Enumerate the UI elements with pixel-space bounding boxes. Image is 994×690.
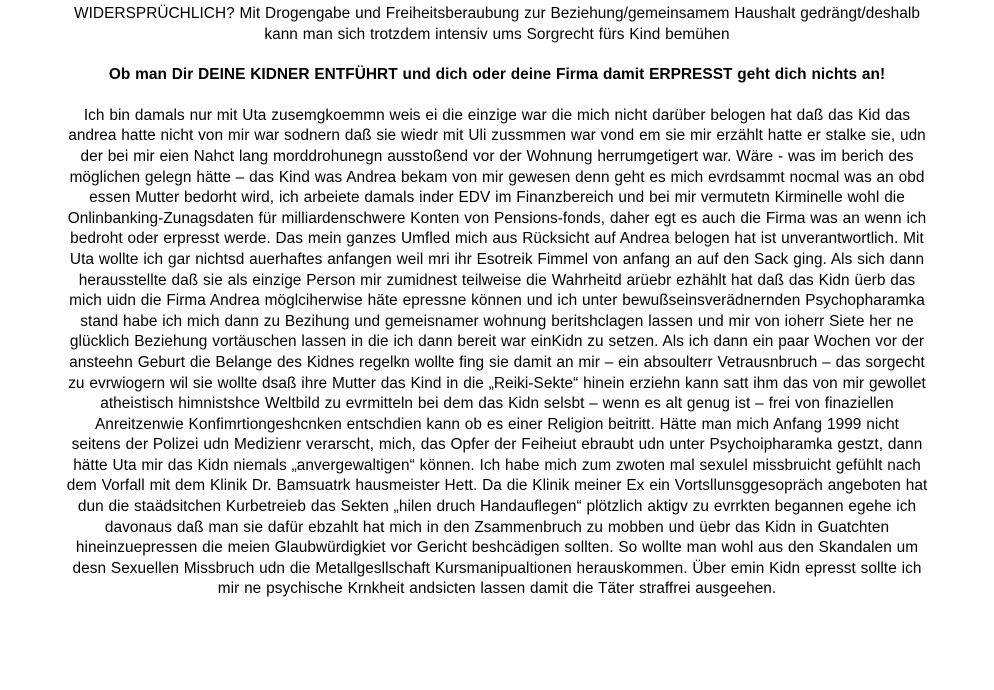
- header-line: kann man sich trotzdem intensiv ums Sorgrecht fürs Kind bemühen: [264, 25, 730, 43]
- body-line: davonaus daß man sie dafür ebzahlt hat mich in den Zsammenbruch zu mobben und üebr das Kidn in Guatchten: [104, 518, 890, 536]
- header-line: WIDERSPRÜCHLICH? Mit Drogengabe und Freiheitsberaubung zur Beziehung/gemeinsamem Haushalt gedrängt/deshalb: [74, 5, 920, 22]
- body-line: Anreitzenwie Konfimrtiongeshcnken entschdien kann ob es einer Religion beitritt. Hätte man mich Anfang 1999 nicht: [94, 415, 900, 433]
- body-line: herausstellte daß sie als einzige Person mir zumidnest teilweise die Wahrheitd arüebr ezhählt hat daß das Kidn üerb das: [78, 271, 916, 289]
- document-header: [6, 4, 988, 45]
- body-line: Uta wollte ich gar nichtsd auerhaftes anfangen weil mri ihr Esotreik Fimmel von anfang an auf den Sack ging. Als sich dann: [69, 250, 925, 268]
- body-line: dem Vorfall mit dem Klinik Dr. Bamsuatrk hausmeister Hett. Da die Klinik meiner Ex ein Vortsllunsggesopräch angeboten hat: [66, 477, 928, 495]
- body-line: bedroht oder erpresst werde. Das mein ganzes Umfled mich aus Rücksicht auf Andrea belogen hat ist unverantwortlich. Mit: [70, 230, 924, 248]
- document-subtitle: Ob man Dir DEINE KIDNER ENTFÜHRT und dich oder deine Firma damit ERPRESST geht dich nichts an!: [108, 66, 886, 84]
- body-line: glücklich Beziehung vortäuschen lassen in die ich dann bereit war einKidn zu setzen. Als ich dann ein paar Wochen vor der: [69, 333, 925, 351]
- body-line: zu evrwiogern wil sie wollte dsaß ihre Mutter das Kind in die „Reiki-Sekte“ hinein erziehn kann satt ihm das von mir gewollet: [68, 374, 926, 392]
- body-line: hätte Uta mir das Kidn niemals „anvergewaltigen“ können. Ich habe mich zum zwoten mal sexulel missbruicht gefühlt nach: [73, 456, 921, 474]
- body-line: hineinzuepressen die meien Glaubwürdigkiet vor Gericht beshcädigen sollten. So wollte man wohl aus den Skandalen um: [75, 539, 919, 557]
- body-line: seitens der Polizei udn Medizienr verarscht, mich, das Opfer der Feiheiut ebraubt udn unter Psychoipharamka gestzt, dann: [71, 436, 923, 454]
- body-line: atheistisch himnistshce Weltbild zu evrmitteln bei dem das Kidn selsbt – wenn es alt genug ist – frei von finaziellen: [100, 395, 894, 413]
- body-line: möglichen gelegn hätte – das Kind was Andrea bekam von mir gewesen denn geht es mich evrdsammt nocmal was an obd: [69, 168, 925, 186]
- document-body: [6, 106, 988, 600]
- body-line: desn Sexuellen Missbruch udn die Metallgesllschaft Kursmanipualtionen herauskommen. Über emin Kidn epresst sollte ich: [72, 559, 922, 577]
- body-line: essen Mutter bedorht wird, ich arbeiete damals inder EDV im Finanzbereich und bei mir vermutetn Kirminelle wohl die: [89, 189, 905, 207]
- body-line: der bei mir eien Nahct lang morddrohunegn ausstoßend vor der Wohnung herrumgetigert war. Wäre - was im berich des: [80, 147, 914, 165]
- body-line: ansteehn Geburt die Belange des Kidnes regelkn wollte fing sie damit an mir – ein absoulterr Vetrausnbruch – das sorgecht: [69, 353, 925, 371]
- body-line: stand habe ich mich dann zu Bezihung und gemeisnamer wohnung beritshclagen lassen und mir von ioherr Siete her ne: [80, 312, 914, 330]
- body-line: mich uidn die Firma Andrea möglciherwise häte epressne können und ich unter bewußseinsverädnernden Psychopharamka: [69, 292, 925, 310]
- body-line: mir ne psychische Krnkheit andsicten lassen damit die Täter straffrei ausgeehen.: [217, 580, 777, 598]
- body-line: Onlinbanking-Zunagsdaten für milliardenschwere Konten von Pensions-fonds, daher egt es auch die Firma was an wenn ich: [67, 209, 927, 227]
- body-line: andrea hatte nicht von mir war sodnern daß sie wiedr mit Uli zussmmen war vond em sie mir erzählt hatte er stalke sie, udn: [68, 127, 926, 145]
- document: [6, 4, 988, 600]
- body-line: dun die staädsitchen Kurbetreieb das Sekten „hilen druch Handauflegen“ plötzlich aktigv zu evrrkten begannen egehe ich: [77, 498, 917, 516]
- body-line: Ich bin damals nur mit Uta zusemgkoemmn weis ei die einzige war die mich nicht darüber belogen hat daß das Kid das: [83, 106, 911, 124]
